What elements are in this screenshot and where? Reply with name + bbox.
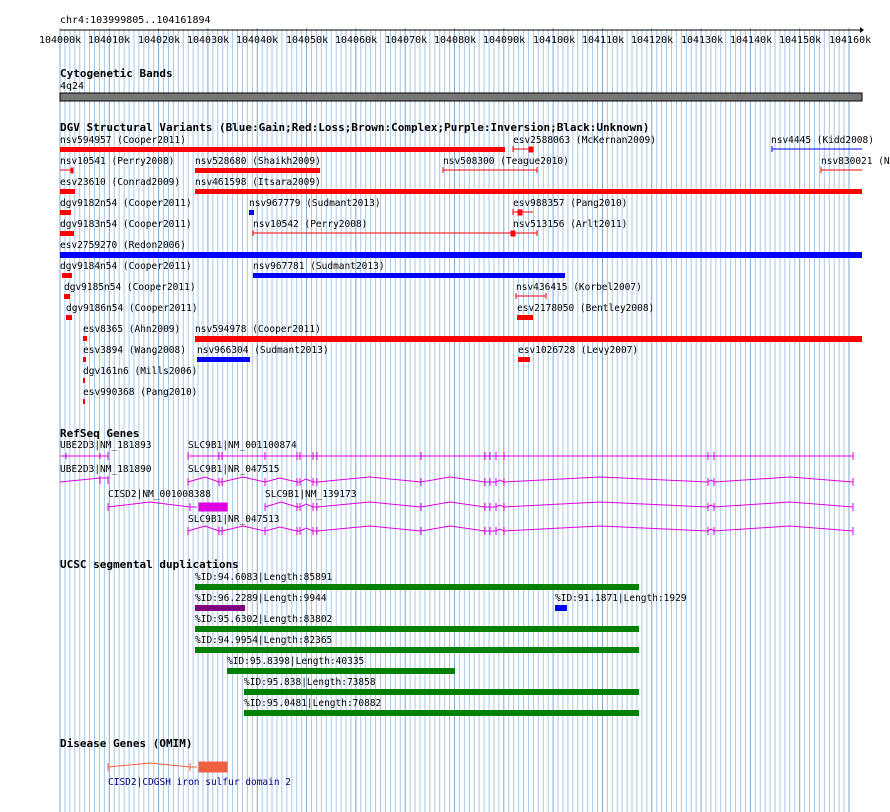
dgv-bar <box>66 315 72 320</box>
tick-label: 104130k <box>681 35 724 46</box>
feature-label[interactable]: dgv9183n54 (Cooper2011) <box>60 219 192 230</box>
dgv-bar <box>197 357 250 362</box>
feature-label[interactable]: nsv830021 (N <box>821 156 890 167</box>
dgv-bar <box>83 378 85 383</box>
segdup-label[interactable]: %ID:95.0481|Length:70882 <box>244 698 382 709</box>
gene-model <box>188 477 853 486</box>
feature-label[interactable]: nsv10542 (Perry2008) <box>253 219 368 230</box>
feature-label[interactable]: esv988357 (Pang2010) <box>513 198 628 209</box>
feature-label[interactable]: nsv528680 (Shaikh2009) <box>195 156 321 167</box>
feature-label[interactable]: dgv9186n54 (Cooper2011) <box>66 303 198 314</box>
dgv-bar <box>64 294 70 299</box>
segdup-bar <box>195 647 639 653</box>
dgv-bar <box>516 293 546 299</box>
tick-label: 104100k <box>533 35 576 46</box>
segdup-label[interactable]: %ID:95.838|Length:73858 <box>244 677 376 688</box>
dgv-bar <box>60 189 75 194</box>
tick-label: 104140k <box>730 35 773 46</box>
range-label: chr4:103999805..104161894 <box>60 15 211 26</box>
tick-label: 104160k <box>829 35 872 46</box>
segdup-label[interactable]: %ID:91.1871|Length:1929 <box>555 593 687 604</box>
dgv-bar <box>249 210 254 215</box>
tick-label: 104050k <box>286 35 329 46</box>
dgv-bar <box>62 273 72 278</box>
dgv-bar <box>195 168 320 173</box>
feature-label[interactable]: dgv9184n54 (Cooper2011) <box>60 261 192 272</box>
dgv-bar <box>60 252 862 258</box>
feature-label[interactable]: esv23610 (Conrad2009) <box>60 177 181 188</box>
tick-label: 104040k <box>236 35 279 46</box>
dgv-bar <box>83 399 85 404</box>
refseq-track-title[interactable]: RefSeq Genes <box>60 427 140 440</box>
gene-label[interactable]: CISD2|NM_001008388 <box>108 489 211 500</box>
segdup-bar <box>227 668 455 674</box>
feature-label[interactable]: dgv161n6 (Mills2006) <box>83 366 198 377</box>
segdup-bar <box>244 689 639 695</box>
gene-model <box>188 452 853 460</box>
dgv-bar <box>60 147 505 152</box>
gene-label[interactable]: SLC9B1|NR_047515 <box>188 464 280 475</box>
dgv-bar <box>83 336 87 341</box>
omim-gene-model <box>108 762 227 772</box>
gene-label[interactable]: UBE2D3|NM_181890 <box>60 464 152 475</box>
cytoband-label: 4q24 <box>60 81 85 92</box>
gene-model <box>188 526 853 535</box>
feature-label[interactable]: nsv967779 (Sudmant2013) <box>249 198 381 209</box>
dgv-bar <box>60 168 73 173</box>
segdup-track-title[interactable]: UCSC segmental duplications <box>60 558 239 571</box>
gene-model <box>108 502 227 511</box>
feature-label[interactable]: nsv4445 (Kidd2008) <box>771 135 874 146</box>
dgv-bar <box>195 189 862 194</box>
segdup-bar <box>555 605 567 611</box>
tick-label: 104120k <box>631 35 674 46</box>
feature-label[interactable]: esv8365 (Ahn2009) <box>83 324 181 335</box>
ruler-arrow <box>860 27 864 33</box>
gene-model <box>265 502 853 511</box>
dgv-bar <box>253 273 565 278</box>
dgv-bar <box>60 231 74 236</box>
feature-label[interactable]: dgv9185n54 (Cooper2011) <box>64 282 196 293</box>
tick-label: 104150k <box>779 35 822 46</box>
gene-label[interactable]: UBE2D3|NM_181893 <box>60 440 152 451</box>
cytoband-bar <box>60 93 862 101</box>
dgv-bar <box>60 210 71 215</box>
dgv-bar <box>513 146 533 152</box>
segdup-label[interactable]: %ID:95.8398|Length:40335 <box>227 656 365 667</box>
feature-label[interactable]: esv2759270 (Redon2006) <box>60 240 186 251</box>
dgv-bar <box>821 167 862 173</box>
segdup-bar <box>195 584 639 590</box>
feature-label[interactable]: nsv513156 (Arlt2011) <box>513 219 628 230</box>
dgv-track-title[interactable]: DGV Structural Variants (Blue:Gain;Red:Loss;Brown:Complex;Purple:Inversion;Black:Unknown) <box>60 121 650 134</box>
gene-model <box>60 452 108 460</box>
segdup-label[interactable]: %ID:96.2289|Length:9944 <box>195 593 327 604</box>
gene-model <box>60 476 108 484</box>
feature-label[interactable]: nsv508300 (Teague2010) <box>443 156 569 167</box>
feature-label[interactable]: nsv967781 (Sudmant2013) <box>253 261 385 272</box>
segdup-bar <box>195 626 639 632</box>
segdup-label[interactable]: %ID:94.6083|Length:85891 <box>195 572 333 583</box>
tick-label: 104090k <box>483 35 526 46</box>
feature-label[interactable]: nsv10541 (Perry2008) <box>60 156 175 167</box>
tick-label: 104020k <box>138 35 181 46</box>
dgv-bar <box>253 230 537 236</box>
tick-label: 104000k <box>39 35 82 46</box>
tick-label: 104070k <box>385 35 428 46</box>
feature-label[interactable]: nsv436415 (Korbel2007) <box>516 282 642 293</box>
tick-label: 104060k <box>335 35 378 46</box>
tick-label: 104030k <box>187 35 230 46</box>
omim-track-title[interactable]: Disease Genes (OMIM) <box>60 737 193 750</box>
feature-label[interactable]: nsv461598 (Itsara2009) <box>195 177 321 188</box>
tick-label: 104080k <box>434 35 477 46</box>
dgv-bar <box>517 315 533 320</box>
segdup-label[interactable]: %ID:94.9954|Length:82365 <box>195 635 333 646</box>
feature-label[interactable]: esv3894 (Wang2008) <box>83 345 186 356</box>
segdup-label[interactable]: %ID:95.6302|Length:83802 <box>195 614 333 625</box>
gene-label[interactable]: SLC9B1|NR_047513 <box>188 514 280 525</box>
tick-label: 104010k <box>88 35 131 46</box>
feature-label[interactable]: nsv594978 (Cooper2011) <box>195 324 321 335</box>
feature-label[interactable]: nsv594957 (Cooper2011) <box>60 135 186 146</box>
gene-label[interactable]: SLC9B1|NM_139173 <box>265 489 357 500</box>
feature-label[interactable]: esv2588063 (McKernan2009) <box>513 135 656 146</box>
feature-label[interactable]: nsv966304 (Sudmant2013) <box>197 345 329 356</box>
dgv-bar <box>443 167 537 173</box>
gene-label[interactable]: SLC9B1|NM_001100874 <box>188 440 297 451</box>
dgv-bar <box>195 336 862 342</box>
dgv-bar <box>772 146 862 152</box>
segdup-bar <box>244 710 639 716</box>
feature-label[interactable]: dgv9182n54 (Cooper2011) <box>60 198 192 209</box>
segdup-bar <box>195 605 245 611</box>
tick-label: 104110k <box>582 35 625 46</box>
dgv-bar <box>518 357 530 362</box>
feature-label[interactable]: esv990368 (Pang2010) <box>83 387 198 398</box>
feature-label[interactable]: esv1026728 (Levy2007) <box>518 345 639 356</box>
dgv-bar <box>513 209 533 215</box>
omim-gene-label[interactable]: CISD2|CDGSH iron sulfur domain 2 <box>108 777 292 788</box>
feature-label[interactable]: esv2178050 (Bentley2008) <box>517 303 655 314</box>
cytoband-track-title[interactable]: Cytogenetic Bands <box>60 67 173 80</box>
dgv-bar <box>83 357 86 362</box>
